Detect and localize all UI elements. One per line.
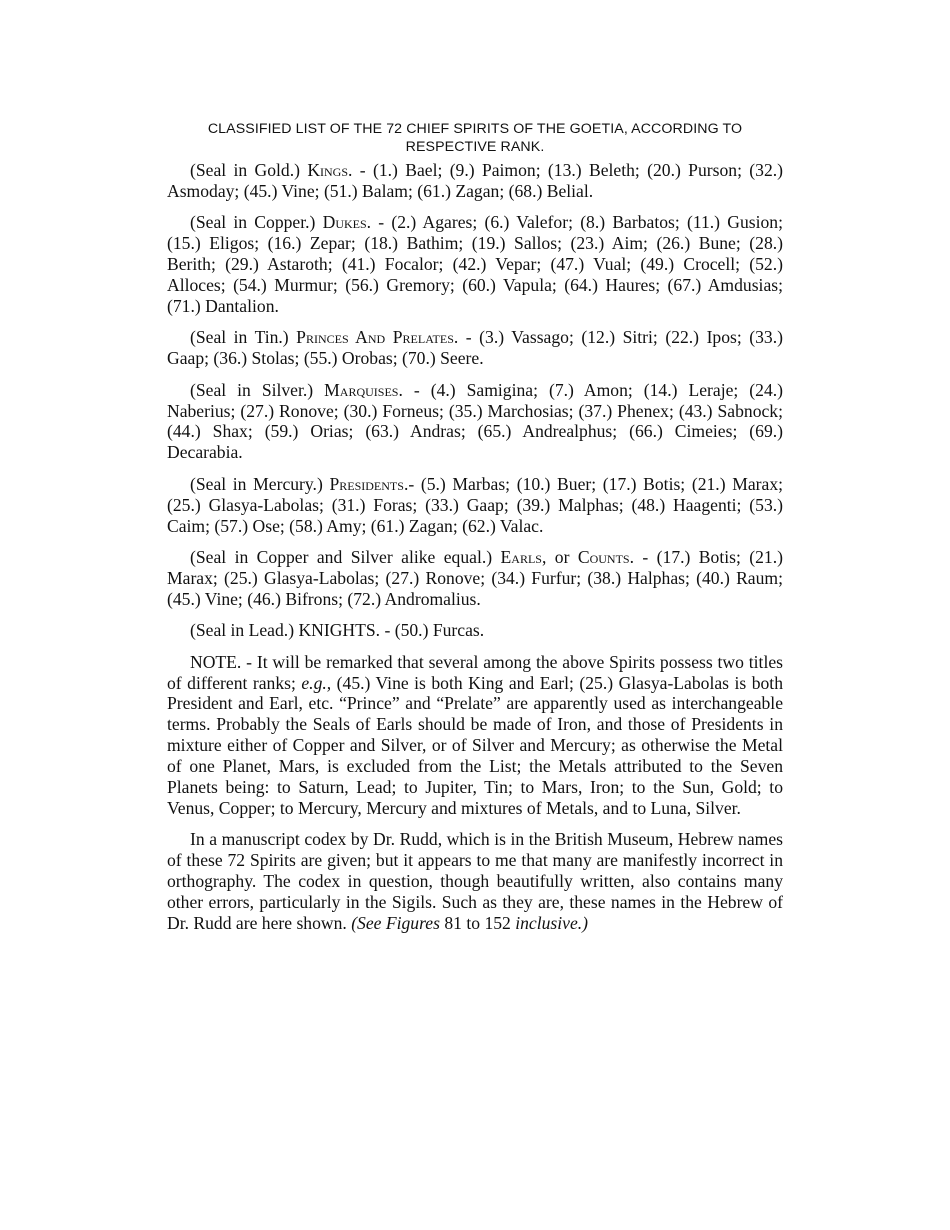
spirit-list: . - (1.) Bael; (9.) Paimon; (13.) Beleth; (20.) Purson; (32.) Asmoday; (45.) Vine; (51.) Balam; (61.) Zagan; (68.) Belial. <box>167 160 784 201</box>
seal-text: (Seal in Tin.) <box>190 327 297 348</box>
paragraph-kings <box>167 160 783 202</box>
note-text-continued: (45.) Vine is both King and Earl; (25.) Glasya-Labolas is both President and Earl, etc. “Prince” and “Prelate” are apparently used as interchangeable terms. Probably the Seals of Earls should be made of Iron, and those of Presidents in mixture either of Copper and Silver, or of Silver and Mercury; as otherwise the Metal of one Planet, Mars, is excluded from the List; the Metals attributed to the Seven Planets being: to Saturn, Lead; to Jupiter, Tin; to Mars, Iron; to the Sun, Gold; to Venus, Copper; to Mercury, Mercury and mixtures of Metals, and to Luna, Silver. <box>167 672 783 818</box>
paragraph-note <box>167 652 783 819</box>
seal-text: (Seal in Silver.) <box>190 379 325 400</box>
paragraph-princes <box>167 327 783 369</box>
paragraph-earls <box>167 547 783 610</box>
figure-range: 81 to 152 <box>439 913 516 933</box>
paragraph-presidents <box>167 474 783 537</box>
spirit-list: .- (5.) Marbas; (10.) Buer; (17.) Botis; (21.) Marax; (25.) Glasya-Labolas; (31.) Foras; (33.) Gaap; (39.) Malphas; (48.) Haagenti; (53.) Caim; (57.) Ose; (58.) Amy; (61.) Zagan; (62.) Valac. <box>167 473 784 536</box>
figure-reference-start: (See Figures <box>351 913 440 933</box>
rank-label: Dukes <box>322 212 367 233</box>
spirit-list: . - (4.) Samigina; (7.) Amon; (14.) Leraje; (24.) Naberius; (27.) Ronove; (30.) Forneus; (35.) Marchosias; (37.) Phenex; (43.) Sabnock; (44.) Shax; (59.) Orias; (63.) Andras; (65.) Andrealphus; (66.) Cimeies; (69.) Decarabia. <box>167 379 783 463</box>
rank-label: Presidents <box>329 473 404 494</box>
spirit-list: . - (3.) Vassago; (12.) Sitri; (22.) Ipos; (33.) Gaap; (36.) Stolas; (55.) Orobas; (70.) Seere. <box>167 327 783 369</box>
rank-label: Marquises <box>324 379 399 400</box>
note-italic: e.g., <box>301 672 332 693</box>
spirit-list: . - (2.) Agares; (6.) Valefor; (8.) Barbatos; (11.) Gusion; (15.) Eligos; (16.) Zepar; (18.) Bathim; (19.) Sallos; (23.) Aim; (26.) Bune; (28.) Berith; (29.) Astaroth; (41.) Focalor; (42.) Vepar; (47.) Vual; (49.) Crocell; (52.) Alloces; (54.) Murmur; (56.) Gremory; (60.) Vapula; (64.) Haures; (67.) Amdusias; (71.) Dantalion. <box>167 212 783 316</box>
paragraph-marquises <box>167 380 783 464</box>
rank-label-alt: Counts <box>577 547 630 567</box>
rank-label: Earls <box>500 547 542 567</box>
seal-text: (Seal in Gold.) <box>190 160 308 180</box>
paragraph-dukes <box>167 212 783 317</box>
figure-reference-end: inclusive.) <box>515 913 589 933</box>
rank-label: Kings <box>307 160 349 180</box>
document-page <box>167 120 783 944</box>
seal-text: (Seal in Mercury.) <box>190 473 330 494</box>
rudd-text: In a manuscript codex by Dr. Rudd, which is in the British Museum, Hebrew names of these 72 Spirits are given; but it appears to me that many are manifestly incorrect in orthography. The codex in question, though beautifully written, also contains many other errors, particularly in the Sigils. Such as they are, these names in the Hebrew of Dr. Rudd are here shown. <box>167 829 783 933</box>
seal-text: (Seal in Copper and Silver alike equal.) <box>190 547 501 567</box>
page-title: CLASSIFIED LIST OF THE 72 CHIEF SPIRITS OF THE GOETIA, ACCORDING TO RESPECTIVE RANK. <box>207 121 743 155</box>
paragraph-rudd <box>167 829 783 934</box>
spirit-list: . - (17.) Botis; (21.) Marax; (25.) Glasya-Labolas; (27.) Ronove; (34.) Furfur; (38.) Halphas; (40.) Raum; (45.) Vine; (46.) Bifrons; (72.) Andromalius. <box>167 547 783 609</box>
connector-text: , or <box>541 547 578 567</box>
rank-label: Princes And Prelates <box>296 327 454 348</box>
paragraph-knights: (Seal in Lead.) KNIGHTS. - (50.) Furcas. <box>190 620 485 641</box>
note-text: NOTE. - It will be remarked that several among the above Spirits possess two titles of different ranks; <box>167 651 783 693</box>
seal-text: (Seal in Copper.) <box>190 212 323 233</box>
